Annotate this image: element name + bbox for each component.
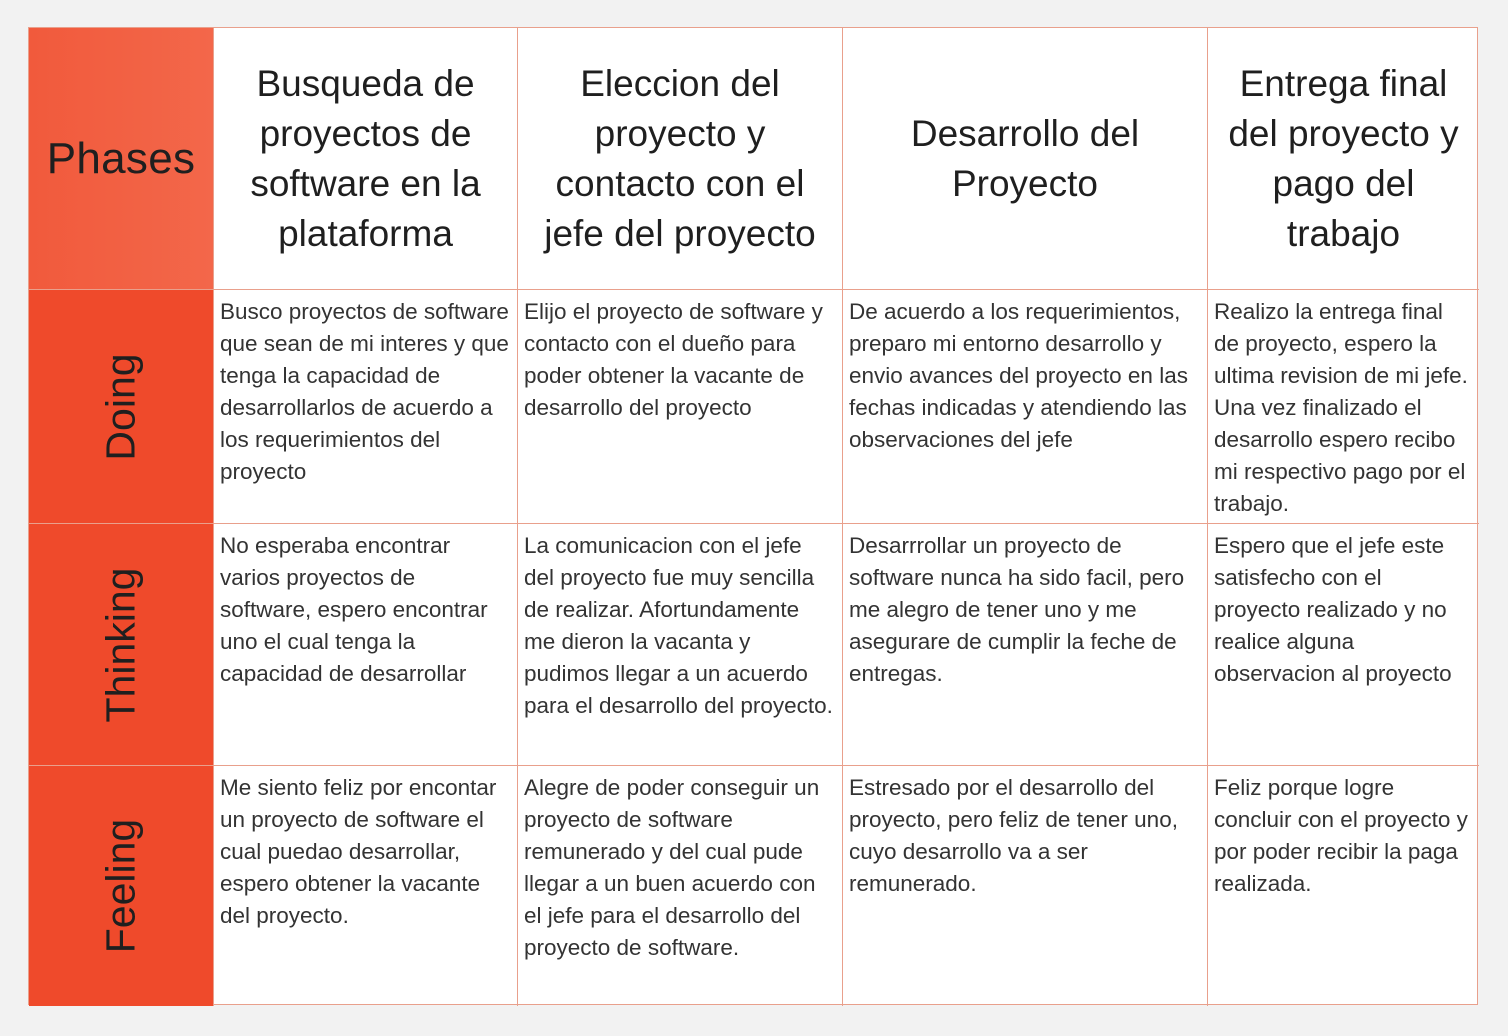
cell-doing-selection: Elijo el proyecto de software y contacto con el dueño para poder obtener la vacante de desarrollo del proyecto — [517, 290, 842, 524]
journey-map-board — [28, 27, 1478, 1005]
row-label-thinking-text: Thinking — [97, 567, 144, 722]
cell-thinking-selection: La comunicacion con el jefe del proyecto fue muy sencilla de realizar. Afortundamente me dieron la vacanta y pudimos llegar a un acuerdo para el desarrollo del proyecto. — [517, 524, 842, 766]
row-label-thinking — [29, 524, 213, 766]
phases-corner-header — [29, 28, 213, 290]
cell-feeling-search: Me siento feliz por encontar un proyecto de software el cual puedao desarrollar, espero obtener la vacante del proyecto. — [213, 766, 517, 1006]
phases-label: Phases — [46, 133, 196, 183]
cell-thinking-development: Desarrrollar un proyecto de software nunca ha sido facil, pero me alegro de tener uno y me asegurare de cumplir la feche de entregas. — [842, 524, 1207, 766]
cell-doing-development: De acuerdo a los requerimientos, preparo mi entorno desarrollo y envio avances del proyecto en las fechas indicadas y atendiendo las observaciones del jefe — [842, 290, 1207, 524]
phase-header-delivery: Entrega final del proyecto y pago del trabajo — [1207, 28, 1479, 290]
cell-feeling-delivery: Feliz porque logre concluir con el proyecto y por poder recibir la paga realizada. — [1207, 766, 1479, 1006]
cell-thinking-delivery: Espero que el jefe este satisfecho con el proyecto realizado y no realice alguna observacion al proyecto — [1207, 524, 1479, 766]
phase-header-search: Busqueda de proyectos de software en la plataforma — [213, 28, 517, 290]
phase-header-selection: Eleccion del proyecto y contacto con el jefe del proyecto — [517, 28, 842, 290]
cell-doing-delivery: Realizo la entrega final de proyecto, espero la ultima revision de mi jefe. Una vez finalizado el desarrollo espero recibo mi respectivo pago por el trabajo. — [1207, 290, 1479, 524]
cell-feeling-development: Estresado por el desarrollo del proyecto, pero feliz de tener uno, cuyo desarrollo va a ser remunerado. — [842, 766, 1207, 1006]
cell-feeling-selection: Alegre de poder conseguir un proyecto de software remunerado y del cual pude llegar a un buen acuerdo con el jefe para el desarrollo del proyecto de software. — [517, 766, 842, 1006]
journey-map-grid — [29, 28, 1477, 1004]
row-label-doing — [29, 290, 213, 524]
cell-thinking-search: No esperaba encontrar varios proyectos de software, espero encontrar uno el cual tenga la capacidad de desarrollar — [213, 524, 517, 766]
phase-header-development: Desarrollo del Proyecto — [842, 28, 1207, 290]
cell-doing-search: Busco proyectos de software que sean de mi interes y que tenga la capacidad de desarrollarlos de acuerdo a los requerimientos del proyecto — [213, 290, 517, 524]
row-label-feeling — [29, 766, 213, 1006]
row-label-doing-text: Doing — [97, 352, 144, 461]
row-label-feeling-text: Feeling — [97, 818, 144, 954]
